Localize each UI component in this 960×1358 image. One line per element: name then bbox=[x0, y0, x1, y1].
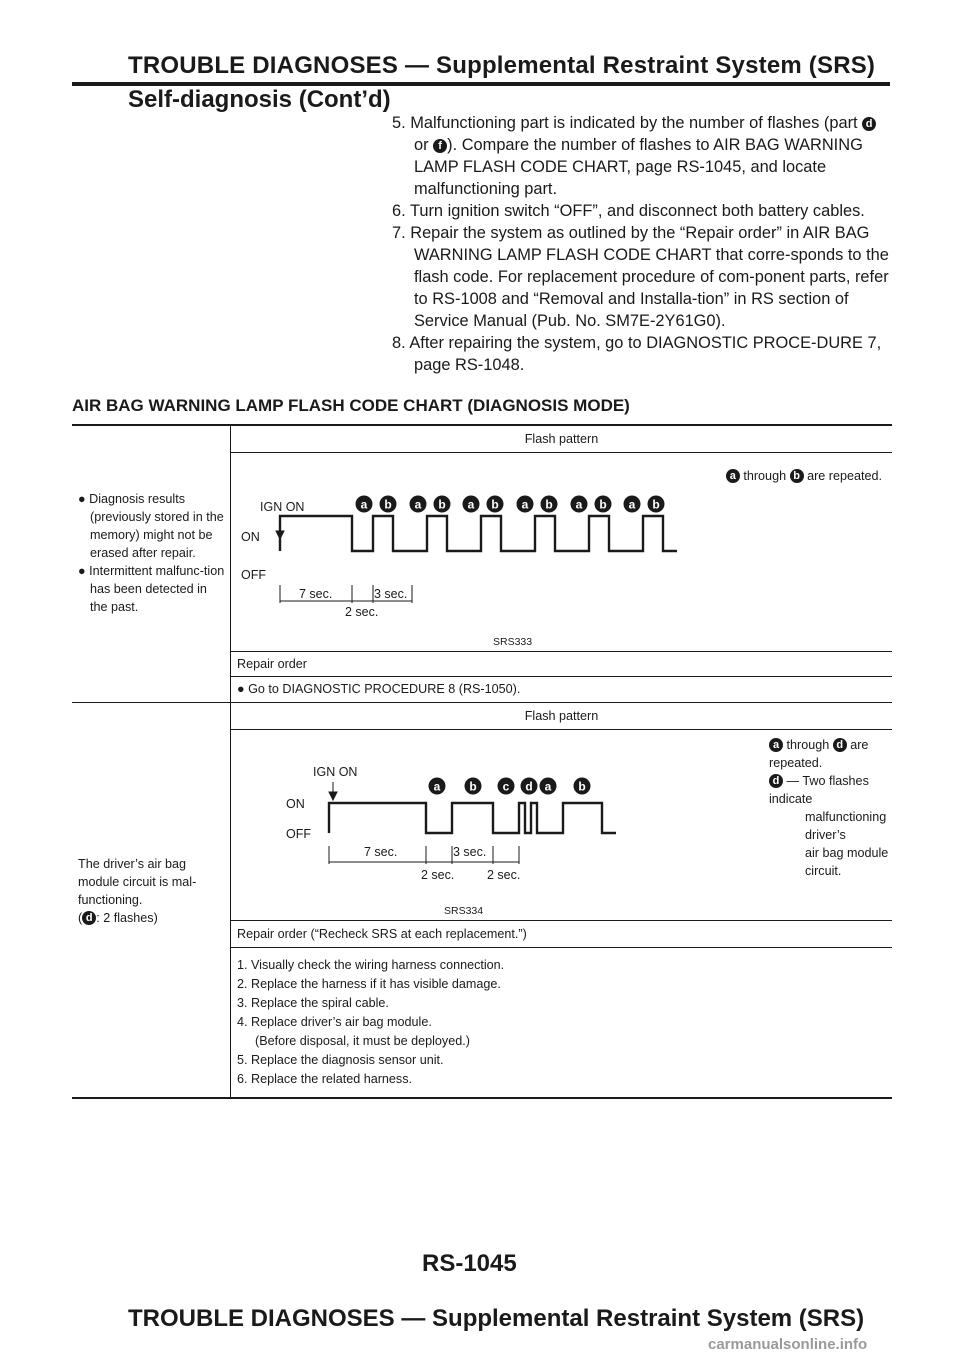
repair-order-header-1: Repair order bbox=[231, 652, 892, 677]
on-label: ON bbox=[241, 530, 260, 544]
t3-label: 3 sec. bbox=[374, 587, 408, 601]
flash-waveform-2 bbox=[329, 803, 616, 833]
pulse-12-label: b bbox=[652, 497, 660, 512]
flash-pattern-cell-1 bbox=[231, 453, 892, 652]
step-5: 5. Malfunctioning part is indicated by the number of flashes (part d or f ). Compare the number of flashes to AIR BAG WARNING LAMP FLASH CODE CHART, page RS-1045, and locate malfunctioning part. bbox=[392, 112, 892, 200]
repair-order-list-2 bbox=[231, 948, 892, 1097]
diagram-code-1: SRS333 bbox=[493, 636, 533, 648]
pulse-11-label: a bbox=[628, 497, 636, 512]
pulse-10-label: b bbox=[599, 497, 607, 512]
page-code: RS-1045 bbox=[422, 1250, 517, 1277]
t2-label: 2 sec. bbox=[345, 605, 379, 619]
step-7: 7. Repair the system as outlined by the “Repair order” in AIR BAG WARNING LAMP FLASH CODE CHART that corre-sponds to the flash code. For replacement procedure of com-ponent parts, refer to RS-1008 and “Removal and Installa-tion” in RS section of Service Manual (Pub. No. SM7E-2Y61G0). bbox=[392, 224, 889, 330]
repair-order-header-2: Repair order (“Recheck SRS at each replacement.”) bbox=[231, 921, 892, 948]
off-label-2: OFF bbox=[286, 827, 311, 841]
flash-pattern-diagram-1 bbox=[231, 453, 892, 651]
pulse-5-label: a bbox=[467, 497, 475, 512]
flash-pattern-cell-2 bbox=[231, 730, 892, 921]
procedure-steps bbox=[392, 112, 892, 376]
t3-label-2: 3 sec. bbox=[453, 845, 487, 859]
repair-step: 6. Replace the related harness. bbox=[237, 1072, 413, 1086]
flash-pattern-header-1: Flash pattern bbox=[231, 426, 892, 453]
header-title: TROUBLE DIAGNOSES — Supplemental Restraint System (SRS) bbox=[128, 52, 876, 79]
pulse-2-label: b bbox=[384, 497, 392, 512]
pattern-note-2: a through d are repeated. d — Two flashes indicate malfunctioning driver’s air bag module circuit. bbox=[769, 738, 889, 878]
pulse-9-label: a bbox=[575, 497, 583, 512]
ign-on-label-2: IGN ON bbox=[313, 765, 358, 779]
pulse-1-label: a bbox=[360, 497, 368, 512]
pulse-7-label: a bbox=[521, 497, 529, 512]
on-label-2: ON bbox=[286, 797, 305, 811]
step-6: 6. Turn ignition switch “OFF”, and disconnect both battery cables. bbox=[392, 202, 865, 220]
repair-order-cell-1: ● Go to DIAGNOSTIC PROCEDURE 8 (RS-1050). bbox=[237, 682, 521, 696]
flash-pattern-header-2: Flash pattern bbox=[231, 703, 892, 730]
chart-title: AIR BAG WARNING LAMP FLASH CODE CHART (DIAGNOSIS MODE) bbox=[72, 396, 630, 415]
chart-row-1 bbox=[72, 426, 892, 703]
watermark: carmanualsonline.info bbox=[708, 1336, 868, 1353]
repair-step: 4. Replace driver’s air bag module. bbox=[237, 1015, 432, 1029]
repair-step: 1. Visually check the wiring harness connection. bbox=[237, 958, 505, 972]
flash-code-chart bbox=[72, 424, 892, 1099]
pulse2-6-label: b bbox=[578, 779, 586, 794]
pattern-note-1: a through b are repeated. bbox=[726, 467, 882, 485]
diagnosis-cell-1: ● Diagnosis results (previously stored in the memory) might not be erased after repair. ● Intermittent malfunc-tion has been detected in the past. bbox=[72, 426, 231, 702]
flash-pattern-diagram-2 bbox=[231, 730, 771, 920]
t7-label: 7 sec. bbox=[299, 587, 333, 601]
footer-title: TROUBLE DIAGNOSES — Supplemental Restraint System (SRS) bbox=[128, 1305, 865, 1332]
off-label: OFF bbox=[241, 568, 266, 582]
pulse-8-label: b bbox=[545, 497, 553, 512]
pulse2-2-label: b bbox=[469, 779, 477, 794]
pulse-3-label: a bbox=[414, 497, 422, 512]
header-subtitle: Self-diagnosis (Cont’d) bbox=[128, 86, 391, 113]
t2b-label-2: 2 sec. bbox=[487, 868, 521, 882]
pulse-6-label: b bbox=[491, 497, 499, 512]
pulse2-1-label: a bbox=[433, 779, 441, 794]
repair-step-note: (Before disposal, it must be deployed.) bbox=[255, 1034, 470, 1048]
step-8: 8. After repairing the system, go to DIAGNOSTIC PROCE-DURE 7, page RS-1048. bbox=[392, 334, 882, 374]
t7-label-2: 7 sec. bbox=[364, 845, 398, 859]
pulse2-5-label: a bbox=[544, 779, 552, 794]
ign-on-label: IGN ON bbox=[260, 500, 305, 514]
diagnosis-cell-2: The driver’s air bag module circuit is mal- functioning. ( d : 2 flashes) bbox=[72, 703, 231, 1097]
pulse2-3-label: c bbox=[502, 779, 510, 794]
t2a-label-2: 2 sec. bbox=[421, 868, 455, 882]
pulse-4-label: b bbox=[438, 497, 446, 512]
pulse2-4-label: d bbox=[525, 779, 533, 794]
repair-step: 5. Replace the diagnosis sensor unit. bbox=[237, 1053, 444, 1067]
repair-step: 2. Replace the harness if it has visible damage. bbox=[237, 977, 501, 991]
repair-step: 3. Replace the spiral cable. bbox=[237, 996, 389, 1010]
diagram-code-2: SRS334 bbox=[444, 905, 484, 917]
circle-d-icon: d bbox=[862, 117, 876, 131]
flash-waveform-1 bbox=[280, 516, 677, 551]
chart-row-2 bbox=[72, 703, 892, 1099]
circle-f-icon: f bbox=[433, 139, 447, 153]
